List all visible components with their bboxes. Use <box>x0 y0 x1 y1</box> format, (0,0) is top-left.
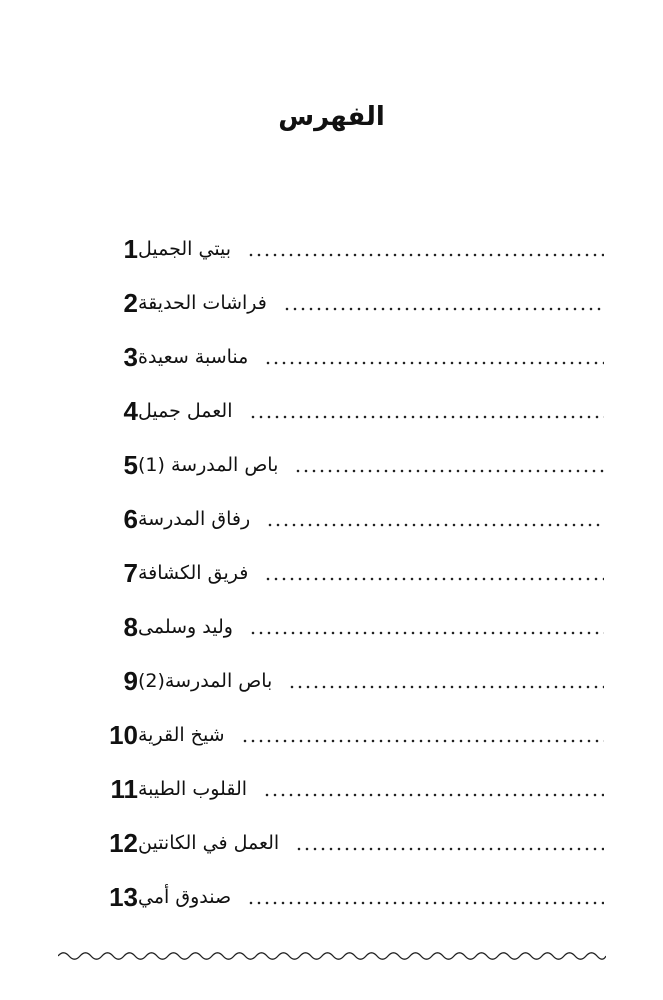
dot-leader <box>294 467 604 475</box>
toc-entry[interactable] <box>100 330 608 384</box>
toc-entry[interactable] <box>100 708 608 762</box>
toc-entry-number: 8 <box>123 611 138 642</box>
dot-leader <box>288 683 604 691</box>
wavy-divider <box>58 946 606 966</box>
page-title: الفهرس <box>278 102 385 133</box>
dot-leader <box>263 791 604 799</box>
toc-entry-title: العمل جميل <box>138 400 233 422</box>
toc-entry-title: بيتي الجميل <box>138 238 232 260</box>
toc-entry-number: 12 <box>109 827 138 858</box>
toc-entry[interactable] <box>100 816 608 870</box>
toc-entry-number: 13 <box>109 881 138 912</box>
toc-entry-number: 4 <box>123 395 138 426</box>
toc-entry-number: 11 <box>110 773 138 804</box>
toc-entry-title: صندوق أمي <box>138 886 232 908</box>
dot-leader <box>247 899 604 907</box>
toc-entry-number: 9 <box>123 665 138 696</box>
dot-leader <box>264 359 604 367</box>
dot-leader <box>249 629 604 637</box>
toc-entry[interactable] <box>100 870 608 924</box>
toc-entry-number: 6 <box>123 503 138 534</box>
toc-entry[interactable] <box>100 600 608 654</box>
toc-entry-number: 10 <box>109 719 138 750</box>
dot-leader <box>295 845 604 853</box>
toc-entry[interactable] <box>100 492 608 546</box>
toc-entry-title: رفاق المدرسة <box>138 508 251 530</box>
dot-leader <box>247 251 604 259</box>
toc-entry[interactable] <box>100 384 608 438</box>
dot-leader <box>266 521 604 529</box>
toc-entry-title: شيخ القرية <box>138 724 225 746</box>
toc-entry-title: العمل في الكانتين <box>138 832 280 854</box>
toc-entry-title: وليد وسلمى <box>138 616 233 638</box>
dot-leader <box>264 575 604 583</box>
toc-entry-title: باص المدرسة(2) <box>138 670 273 692</box>
toc-entry-number: 1 <box>123 233 138 264</box>
toc-entry-title: باص المدرسة (1) <box>138 454 279 476</box>
toc-entry[interactable] <box>100 276 608 330</box>
dot-leader <box>241 737 604 745</box>
toc-entry-number: 7 <box>123 557 138 588</box>
toc-entry-title: القلوب الطيبة <box>138 778 248 800</box>
toc-entry-title: فراشات الحديقة <box>138 292 267 314</box>
toc-entry[interactable] <box>100 654 608 708</box>
table-of-contents <box>100 222 608 924</box>
toc-entry-number: 5 <box>123 449 138 480</box>
dot-leader <box>249 413 605 421</box>
toc-entry[interactable] <box>100 762 608 816</box>
toc-entry[interactable] <box>100 438 608 492</box>
toc-entry[interactable] <box>100 222 608 276</box>
toc-entry-number: 2 <box>123 287 138 318</box>
dot-leader <box>283 305 604 313</box>
toc-entry-title: مناسبة سعيدة <box>138 346 249 368</box>
toc-entry-title: فريق الكشافة <box>138 562 249 584</box>
toc-entry-number: 3 <box>123 341 138 372</box>
toc-entry[interactable] <box>100 546 608 600</box>
